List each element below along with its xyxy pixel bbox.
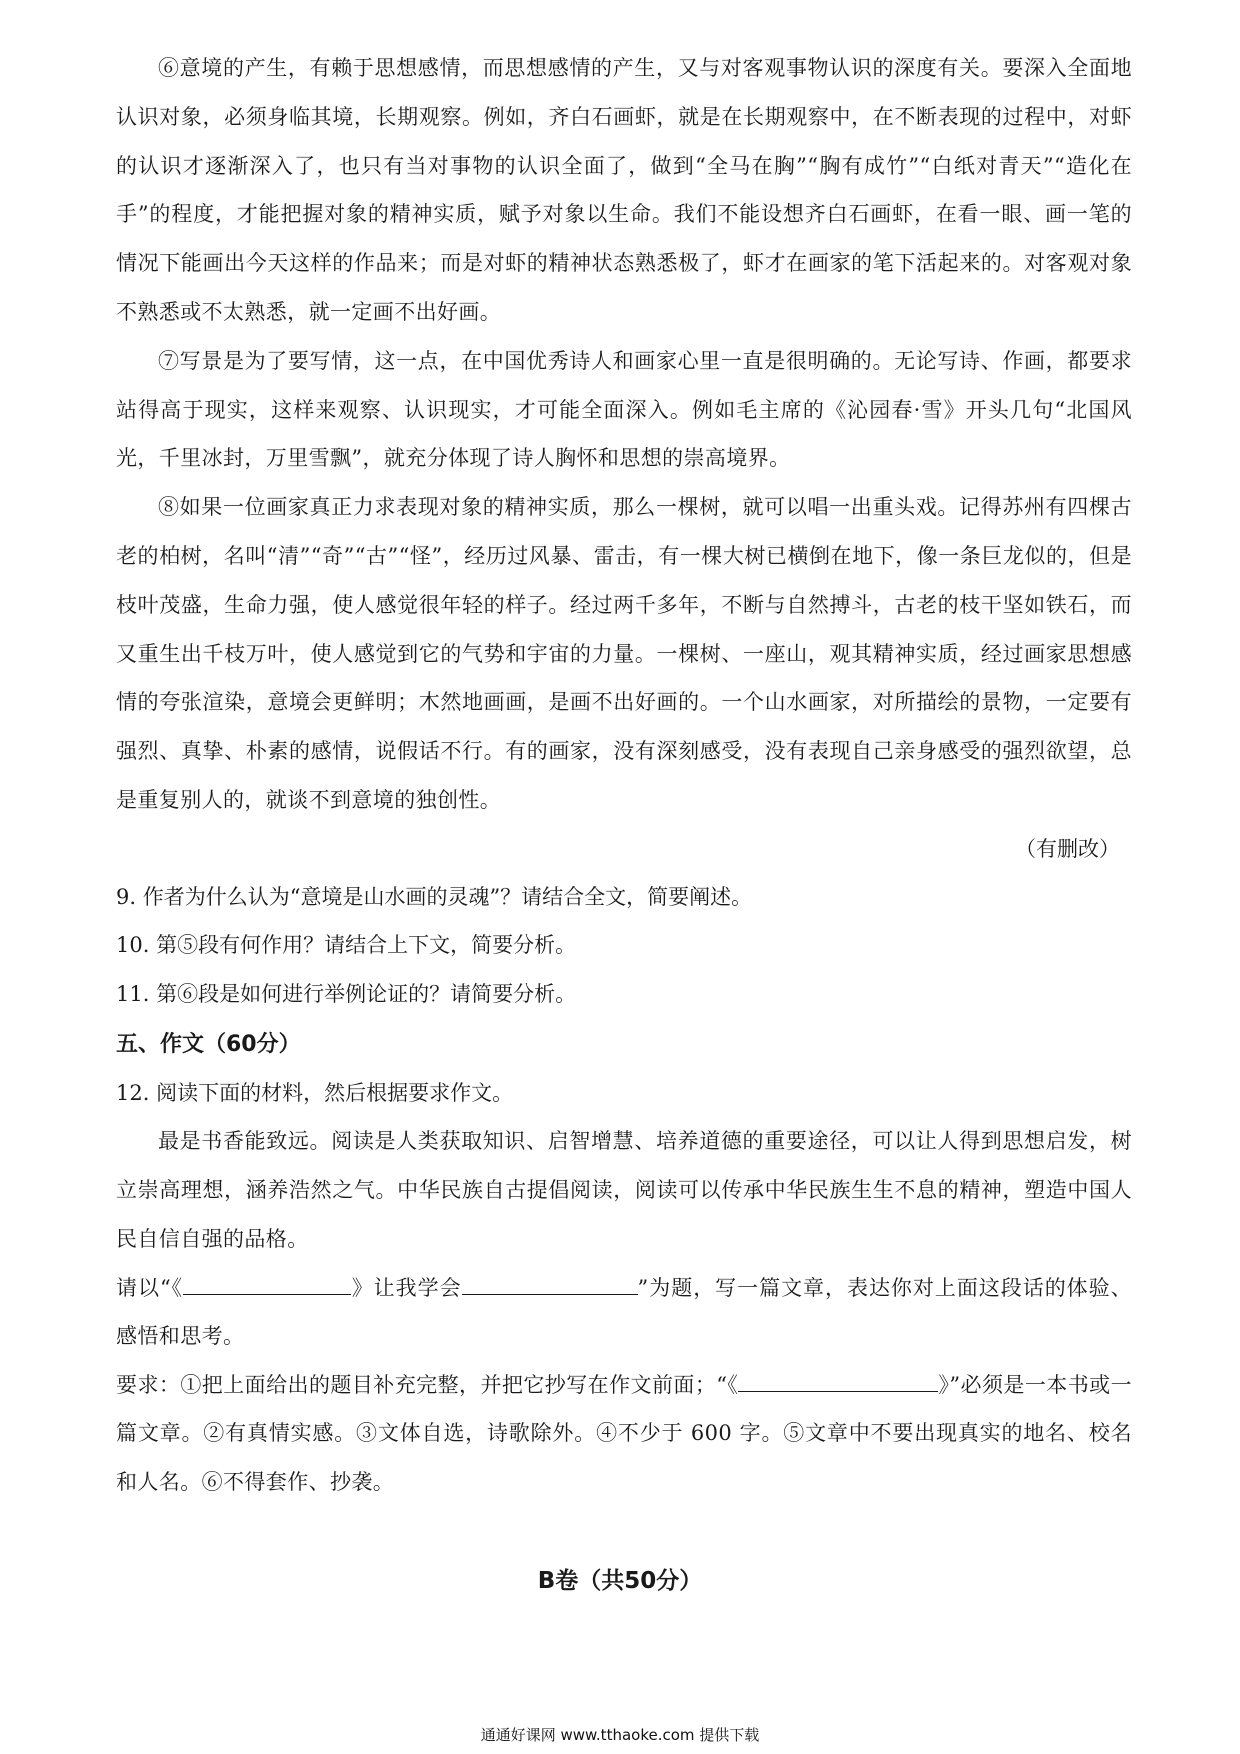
question-9: 9. 作者为什么认为“意境是山水画的灵魂”？请结合全文，简要阐述。 (116, 884, 753, 909)
essay-prompt (116, 1264, 1132, 1361)
essay-material: 最是书香能致远。阅读是人类获取知识、启智增慧、培养道德的重要途径，可以让人得到思想启发，树立崇高理想，涵养浩然之气。中华民族自古提倡阅读，阅读可以传承中华民族生生不息的精神，塑造中国人民自信自强的品格。 (116, 1129, 1132, 1251)
title-blank-skill (462, 1274, 638, 1295)
essay-requirements-part-b: 》”必须是一本书或一篇文章。②有真情实感。③文体自选，诗歌除外。④不少于 600 字。⑤文章中不要出现真实的地名、校名和人名。⑥不得套作、抄袭。 (116, 1372, 1132, 1494)
paragraph-8: ⑧如果一位画家真正力求表现对象的精神实质，那么一棵树，就可以唱一出重头戏。记得苏州有四棵古老的柏树，名叫“清”“奇”“古”“怪”，经历过风暴、雷击，有一棵大树已横倒在地下，像一条巨龙似的，但是枝叶茂盛，生命力强，使人感觉很年轻的样子。经过两千多年，不断与自然搏斗，古老的枝干坚如铁石，而又重生出千枝万叶，使人感觉到它的气势和宇宙的力量。一棵树、一座山，观其精神实质，经过画家思想感情的夸张渲染，意境会更鲜明；木然地画画，是画不出好画的。一个山水画家，对所描绘的景物，一定要有强烈、真挚、朴素的感情，说假话不行。有的画家，没有深刻感受，没有表现自己亲身感受的强烈欲望，总是重复别人的，就谈不到意境的独创性。 (116, 495, 1132, 812)
essay-requirements (116, 1361, 1132, 1507)
essay-prompt-part-a: 请以“《 (116, 1275, 184, 1300)
paragraph-6: ⑥意境的产生，有赖于思想感情，而思想感情的产生，又与对客观事物认识的深度有关。要深入全面地认识对象，必须身临其境，长期观察。例如，齐白石画虾，就是在长期观察中，在不断表现的过程中，对虾的认识才逐渐深入了，也只有当对事物的认识全面了，做到“全马在胸”“胸有成竹”“白纸对青天”“造化在手”的程度，才能把握对象的精神实质，赋予对象以生命。我们不能设想齐白石画虾，在看一眼、画一笔的情况下能画出今天这样的作品来；而是对虾的精神状态熟悉极了，虾才在画家的笔下活起来的。对客观对象不熟悉或不太熟悉，就一定画不出好画。 (116, 56, 1132, 324)
paragraph-7: ⑦写景是为了要写情，这一点，在中国优秀诗人和画家心里一直是很明确的。无论写诗、作画，都要求站得高于现实，这样来观察、认识现实，才可能全面深入。例如毛主席的《沁园春·雪》开头几句“北国风光，千里冰封，万里雪飘”，就充分体现了诗人胸怀和思想的崇高境界。 (116, 348, 1132, 471)
essay-prompt-part-b: 》让我学会 (351, 1275, 462, 1300)
essay-prompt-part-c: ”为题，写一篇文章，表达你对上面这段话的体验、感悟和思考。 (116, 1275, 1133, 1349)
page-content (116, 44, 1132, 1506)
source-note: （有删改） (1015, 836, 1120, 861)
part-b-heading: B卷（共50分） (537, 1568, 703, 1594)
question-11: 11. 第⑥段是如何进行举例论证的？请简要分析。 (116, 981, 577, 1006)
page-footer: 通通好课网 www.tthaoke.com 提供下载 (480, 1726, 760, 1744)
essay-requirements-part-a: 要求：①把上面给出的题目补充完整，并把它抄写在作文前面；“《 (116, 1372, 739, 1397)
question-10: 10. 第⑤段有何作用？请结合上下文，简要分析。 (116, 933, 577, 958)
section-title-essay: 五、作文（60分） (116, 1031, 301, 1057)
requirement-blank-book (738, 1371, 938, 1392)
title-blank-book (183, 1274, 351, 1295)
question-12: 12. 阅读下面的材料，然后根据要求作文。 (116, 1080, 514, 1105)
